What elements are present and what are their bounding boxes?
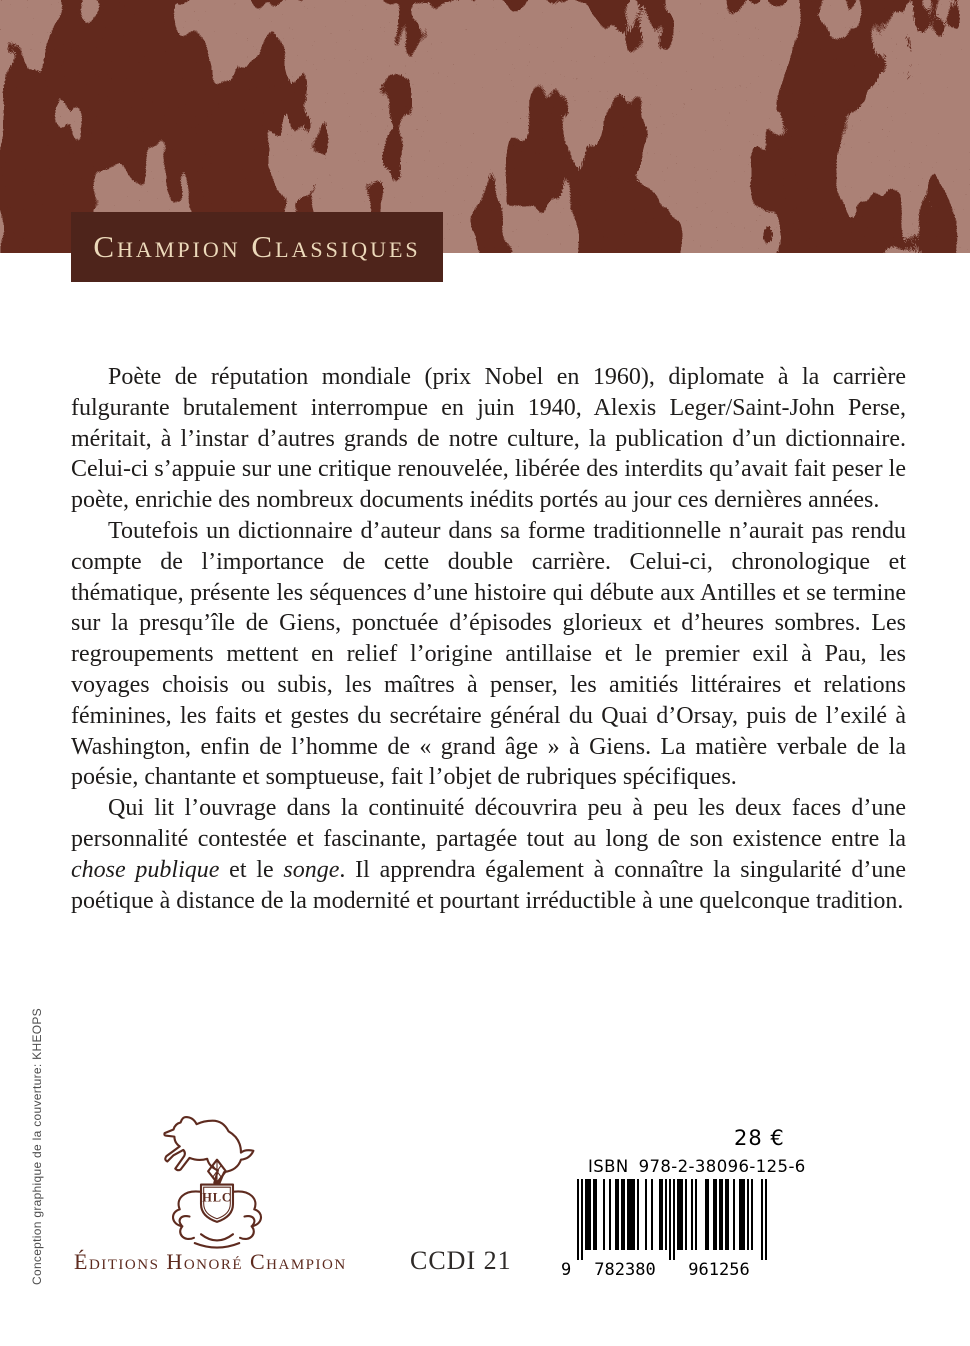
barcode-bar xyxy=(615,1179,617,1250)
ean13-barcode xyxy=(561,1179,777,1277)
text-run: Poète de réputation mondiale (prix Nobel en 1960), diplomate à la carrière fulgurante brutalement interrompue en juin 1940, Alexis Leger/Saint-John Perse, méritait, à l’instar d’autres grands de notre culture, la publication d’un dictionnaire. Celui-ci s’appuie sur une critique renouvelée, libérée des interdits qu’avait fait peser le poète, enrichie des nombreux documents inédits portés au jour ces dernières années. xyxy=(71,364,906,514)
publisher-monogram: HLC xyxy=(202,1190,232,1205)
barcode-bar xyxy=(721,1179,723,1250)
collection-code: CCDI 21 xyxy=(410,1246,512,1275)
barcode-bar xyxy=(681,1179,683,1250)
barcode-bar xyxy=(593,1179,595,1250)
barcode-bar xyxy=(609,1179,611,1250)
barcode-bar xyxy=(747,1179,749,1250)
isbn-number: 978-2-38096-125-6 xyxy=(638,1157,806,1176)
italic-phrase: songe xyxy=(283,856,340,883)
blurb-paragraph xyxy=(71,516,906,793)
barcode-bar xyxy=(595,1179,597,1250)
barcode-bar xyxy=(691,1179,693,1250)
barcode-bar xyxy=(577,1179,579,1260)
barcode-bar xyxy=(669,1179,671,1260)
barcode-bar xyxy=(659,1179,661,1250)
series-banner xyxy=(71,212,443,282)
barcode-bar xyxy=(733,1179,735,1250)
blurb xyxy=(71,362,906,916)
cover-design-credit: Conception graphique de la couverture: KHEOPS xyxy=(30,1008,44,1285)
barcode-bar xyxy=(631,1179,633,1250)
barcode-bar xyxy=(673,1179,675,1260)
barcode-bar xyxy=(743,1179,745,1250)
text-run: Toutefois un dictionnaire d’auteur dans sa forme traditionnelle n’aurait pas rendu compte de l’importance de cette double carrière. Celui-ci, chronologique et thématique, présente les séquences d’une histoire qui débute aux Antilles et se termine sur la presqu’île de Giens, ponctuée d’épisodes glorieux et d’heures sombres. Les regroupements mettent en relief l’origine antillaise et le premier exil à Pau, les voyages choisis ou subis, les maîtres à penser, les amitiés littéraires et relations féminines, les faits et gestes du secrétaire général du Quai d’Orsay, puis de l’exilé à Washington, enfin de l’homme de « grand âge » à Giens. La matière verbale de la poésie, chantante et somptueuse, fait l’objet de rubriques spécifiques. xyxy=(71,517,906,791)
barcode-bar xyxy=(707,1179,709,1250)
barcode-bar xyxy=(627,1179,629,1250)
barcode-bar xyxy=(651,1179,653,1250)
series-banner-label: Champion Classiques xyxy=(93,229,421,264)
barcode-bar xyxy=(581,1179,583,1260)
barcode-bar xyxy=(621,1179,623,1250)
blurb-paragraph xyxy=(71,362,906,516)
barcode-bar xyxy=(685,1179,687,1250)
barcode-bar xyxy=(761,1179,763,1260)
barcode-bar xyxy=(587,1179,589,1250)
barcode-bar xyxy=(617,1179,619,1250)
barcode-bar xyxy=(765,1179,767,1260)
barcode-bar xyxy=(705,1179,707,1250)
barcode-bar xyxy=(623,1179,625,1250)
barcode-bar xyxy=(633,1179,635,1250)
barcode-bar xyxy=(585,1179,587,1250)
barcode-bar xyxy=(637,1179,639,1250)
barcode-bar xyxy=(715,1179,717,1250)
price: 28 € xyxy=(734,1126,785,1150)
isbn-row xyxy=(588,1157,806,1176)
text-run: Qui lit l’ouvrage dans la continuité découvrira peu à peu les deux faces d’une personnalité contestée et fascinante, partagée tout au long de son existence entre la xyxy=(71,795,906,852)
barcode-bar xyxy=(727,1179,729,1250)
barcode-digits: 782380 xyxy=(594,1260,656,1277)
barcode-bar xyxy=(629,1179,631,1250)
italic-phrase: chose publique xyxy=(71,856,220,883)
barcode-digits: 9 xyxy=(561,1260,572,1277)
barcode-bar xyxy=(741,1179,743,1250)
barcode-bar xyxy=(719,1179,721,1250)
barcode-bar xyxy=(679,1179,681,1250)
text-run: . Il apprendra également à connaître la singularité d’une poétique à distance de la modernité et pourtant irréductible à une quelconque tradition. xyxy=(71,856,906,914)
barcode-bar xyxy=(645,1179,647,1250)
isbn-label: ISBN xyxy=(588,1157,629,1176)
barcode-bar xyxy=(739,1179,741,1250)
barcode-bar xyxy=(603,1179,605,1250)
barcode-bar xyxy=(661,1179,663,1250)
text-run: et le xyxy=(219,856,284,883)
barcode-bar xyxy=(665,1179,667,1250)
barcode-digits: 961256 xyxy=(688,1260,750,1277)
barcode-bar xyxy=(695,1179,697,1250)
barcode-bar xyxy=(713,1179,715,1250)
blurb-paragraph xyxy=(71,793,906,916)
publisher-name: Éditions Honoré Champion xyxy=(74,1249,347,1274)
barcode-bar xyxy=(589,1179,591,1250)
publisher-logo-horse-crest-icon xyxy=(142,1110,292,1252)
barcode-bar xyxy=(751,1179,753,1250)
barcode-bar xyxy=(725,1179,727,1250)
barcode-bar xyxy=(677,1179,679,1250)
